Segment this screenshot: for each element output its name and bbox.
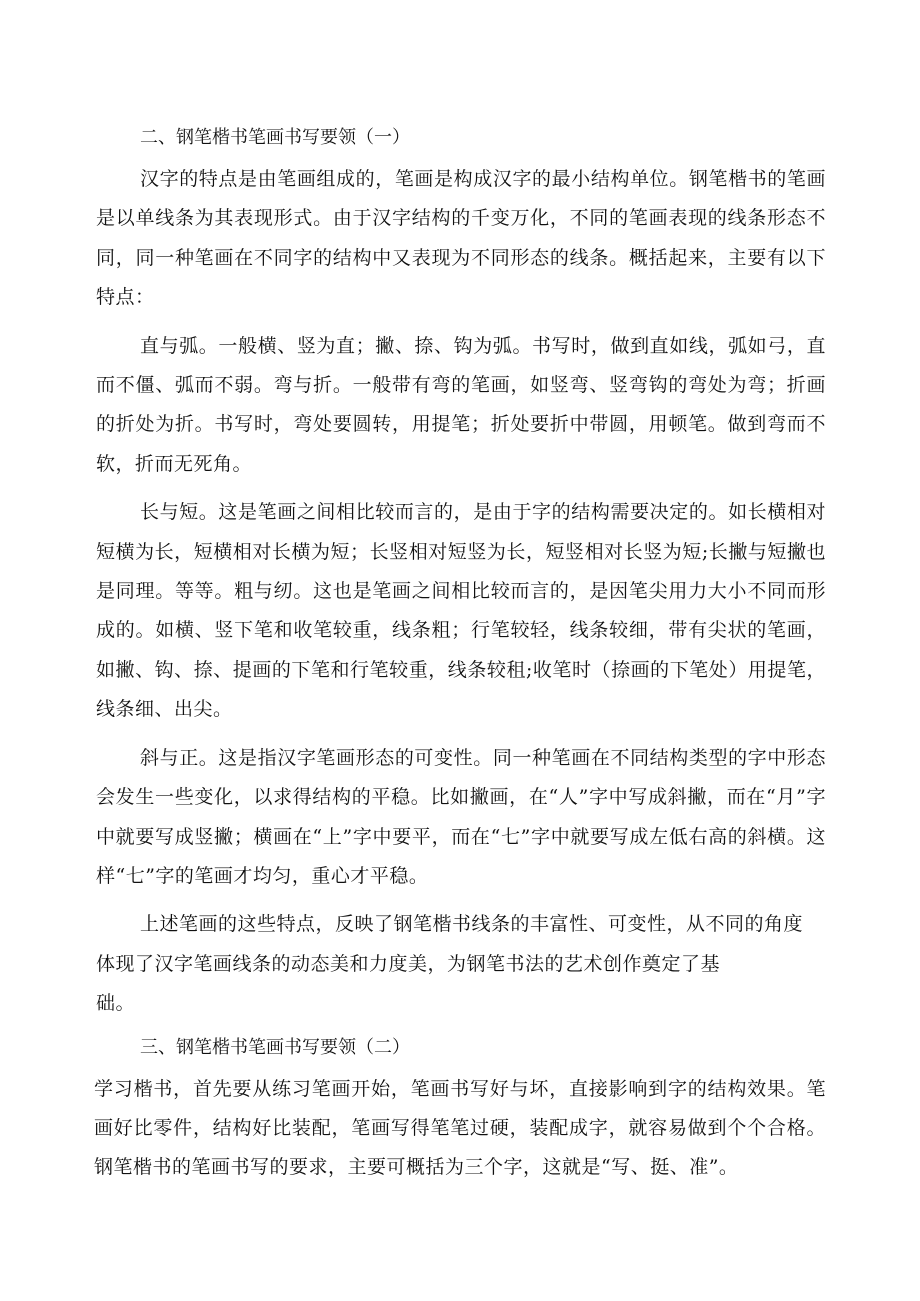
paragraph-closing <box>96 905 826 1023</box>
paragraph-slant-and-upright: 斜与正。这是指汉字笔画形态的可变性。同一种笔画在不同结构类型的字中形态会发生一些变化，以求得结构的平稳。比如撇画，在“人”字中写成斜撇，而在“月”字中就要写成竖撇；横画在“上”字中要平，而在“七”字中就要写成左低右高的斜横。这样“七”字的笔画才均匀，重心才平稳。 <box>96 746 826 887</box>
closing-line-3: 础。 <box>96 992 136 1015</box>
section-heading-2: 二、钢笔楷书笔画书写要领（一） <box>140 127 410 148</box>
paragraph-intro: 汉字的特点是由笔画组成的，笔画是构成汉字的最小结构单位。钢笔楷书的笔画是以单线条为其表现形式。由于汉字结构的千变万化，不同的笔画表现的线条形态不同，同一种笔画在不同字的结构中又表现为不同形态的线条。概括起来，主要有以下特点： <box>96 168 826 309</box>
paragraph-section3: 学习楷书，首先要从练习笔画开始，笔画书写好与坏，直接影响到字的结构效果。笔画好比零件，结构好比装配，笔画写得笔笔过硬，装配成字，就容易做到个个合格。钢笔楷书的笔画书写的要求，主要可概括为三个字，这就是“写、挺、准”。 <box>94 1077 826 1179</box>
paragraph-straight-and-curve: 直与弧。一般横、竖为直；撇、捺、钩为弧。书写时，做到直如线，弧如弓，直而不僵、弧而不弱。弯与折。一般带有弯的笔画，如竖弯、竖弯钩的弯处为弯；折画的折处为折。书写时，弯处要圆转，用提笔；折处要折中带圆，用顿笔。做到弯而不软，折而无死角。 <box>96 334 826 475</box>
closing-line-1: 上述笔画的这些特点，反映了钢笔楷书线条的丰富性、可变性，从不同的角度 <box>140 913 804 936</box>
paragraph-long-and-short: 长与短。这是笔画之间相比较而言的，是由于字的结构需要决定的。如长横相对短横为长，短横相对长横为短；长竖相对短竖为长，短竖相对长竖为短;长撇与短撇也是同理。等等。粗与纫。这也是笔画之间相比较而言的，是因笔尖用力大小不同而形成的。如横、竖下笔和收笔较重，线条粗；行笔较轻，线条较细，带有尖状的笔画，如撇、钩、捺、提画的下笔和行笔较重，线条较租;收笔时（捺画的下笔处）用提笔，线条细、出尖。 <box>96 501 826 721</box>
section-heading-3: 三、钢笔楷书笔画书写要领（二） <box>140 1036 410 1058</box>
document-page <box>96 120 826 1192</box>
closing-line-2: 体现了汉字笔画线条的动态美和力度美，为钢笔书法的艺术创作奠定了基 <box>96 952 721 975</box>
